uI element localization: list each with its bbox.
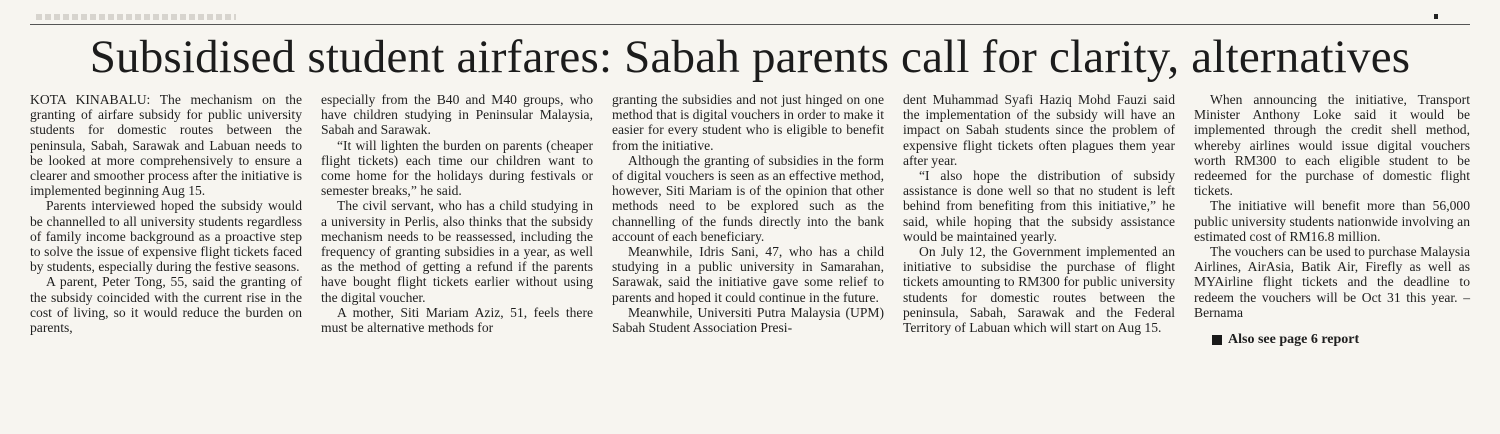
square-bullet-icon — [1212, 335, 1222, 345]
article-column-4 — [903, 92, 1175, 335]
article-paragraph: especially from the B40 and M40 groups, who have children studying in Peninsular Malaysia, Sabah and Sarawak. — [321, 92, 593, 138]
article-paragraph: Although the granting of subsidies in the form of digital vouchers is seen as an effective method, however, Siti Mariam is of the opinion that other methods need to be explored such as the channelling of the funds directly into the bank account of each beneficiary. — [612, 152, 884, 244]
masthead-strip-decoration — [36, 14, 236, 20]
top-rule-divider — [30, 24, 1470, 25]
article-body — [30, 92, 1470, 426]
see-also-reference — [1194, 332, 1470, 347]
article-paragraph: granting the subsidies and not just hinged on one method that is digital vouchers in order to make it easier for every student who is eligible to benefit from the initiative. — [612, 92, 884, 153]
article-column-3 — [612, 92, 884, 335]
article-headline: Subsidised student airfares: Sabah parents call for clarity, alternatives — [89, 31, 1411, 83]
article-paragraph: Meanwhile, Idris Sani, 47, who has a child studying in a public university in Samarahan, Sarawak, said the initiative gave some relief to parents and hoped it could continue in the future. — [612, 244, 884, 305]
article-column-2 — [321, 92, 593, 335]
page-corner-mark — [1434, 14, 1438, 19]
article-paragraph: KOTA KINABALU: The mechanism on the granting of airfare subsidy for public university students for domestic routes between the peninsula, Sabah, Sarawak and Labuan needs to be looked at more comprehensively to ensure a clearer and smoother process after the initiative is implemented beginning Aug 15. — [30, 92, 302, 199]
article-column-5 — [1194, 92, 1470, 347]
article-column-1 — [30, 92, 302, 335]
article-paragraph: “It will lighten the burden on parents (cheaper flight tickets) each time our children want to come home for the holidays during festivals or semester breaks,” he said. — [321, 137, 593, 199]
article-paragraph: Parents interviewed hoped the subsidy would be channelled to all university students regardless of family income background as a proactive step to solve the issue of expensive flight tickets faced by students, especially during the festive seasons. — [30, 198, 302, 275]
article-paragraph: When announcing the initiative, Transport Minister Anthony Loke said it would be implemented through the credit shell method, whereby airlines would issue digital vouchers worth RM300 to each eligible student to be redeemed for the purchase of domestic flight tickets. — [1194, 92, 1470, 199]
see-also-label: Also see page 6 report — [1228, 332, 1360, 348]
article-paragraph: The vouchers can be used to purchase Malaysia Airlines, AirAsia, Batik Air, Firefly as well as MYAirline flight tickets and the deadline to redeem the vouchers will be Oct 31 this year. – Bernama — [1194, 244, 1470, 320]
article-paragraph: Meanwhile, Universiti Putra Malaysia (UPM) Sabah Student Association Presi- — [612, 304, 884, 336]
article-paragraph: The civil servant, who has a child studying in a university in Perlis, also thinks that the subsidy mechanism needs to be reassessed, including the frequency of granting subsidies in a year, as well as the method of getting a refund if the parents have bought flight tickets earlier without using the digital voucher. — [321, 198, 593, 305]
article-paragraph: “I also hope the distribution of subsidy assistance is done well so that no student is left behind from benefiting from this initiative,” he said, while hoping that the subsidy assistance would be maintained yearly. — [903, 168, 1175, 244]
article-paragraph: The initiative will benefit more than 56,000 public university students nationwide involving an estimated cost of RM16.8 million. — [1194, 198, 1470, 244]
article-paragraph: A parent, Peter Tong, 55, said the granting of the subsidy coincided with the current rise in the cost of living, so it would reduce the burden on parents, — [30, 274, 302, 336]
article-paragraph: On July 12, the Government implemented an initiative to subsidise the purchase of flight tickets amounting to RM300 for public university students for domestic routes between the peninsula, Sabah, Sarawak and the Federal Territory of Labuan which will start on Aug 15. — [903, 244, 1175, 336]
article-paragraph: A mother, Siti Mariam Aziz, 51, feels there must be alternative methods for — [321, 304, 593, 336]
article-paragraph: dent Muhammad Syafi Haziq Mohd Fauzi said the implementation of the subsidy will have an impact on Sabah students since the problem of expensive flight tickets often plagues them year after year. — [903, 92, 1175, 168]
